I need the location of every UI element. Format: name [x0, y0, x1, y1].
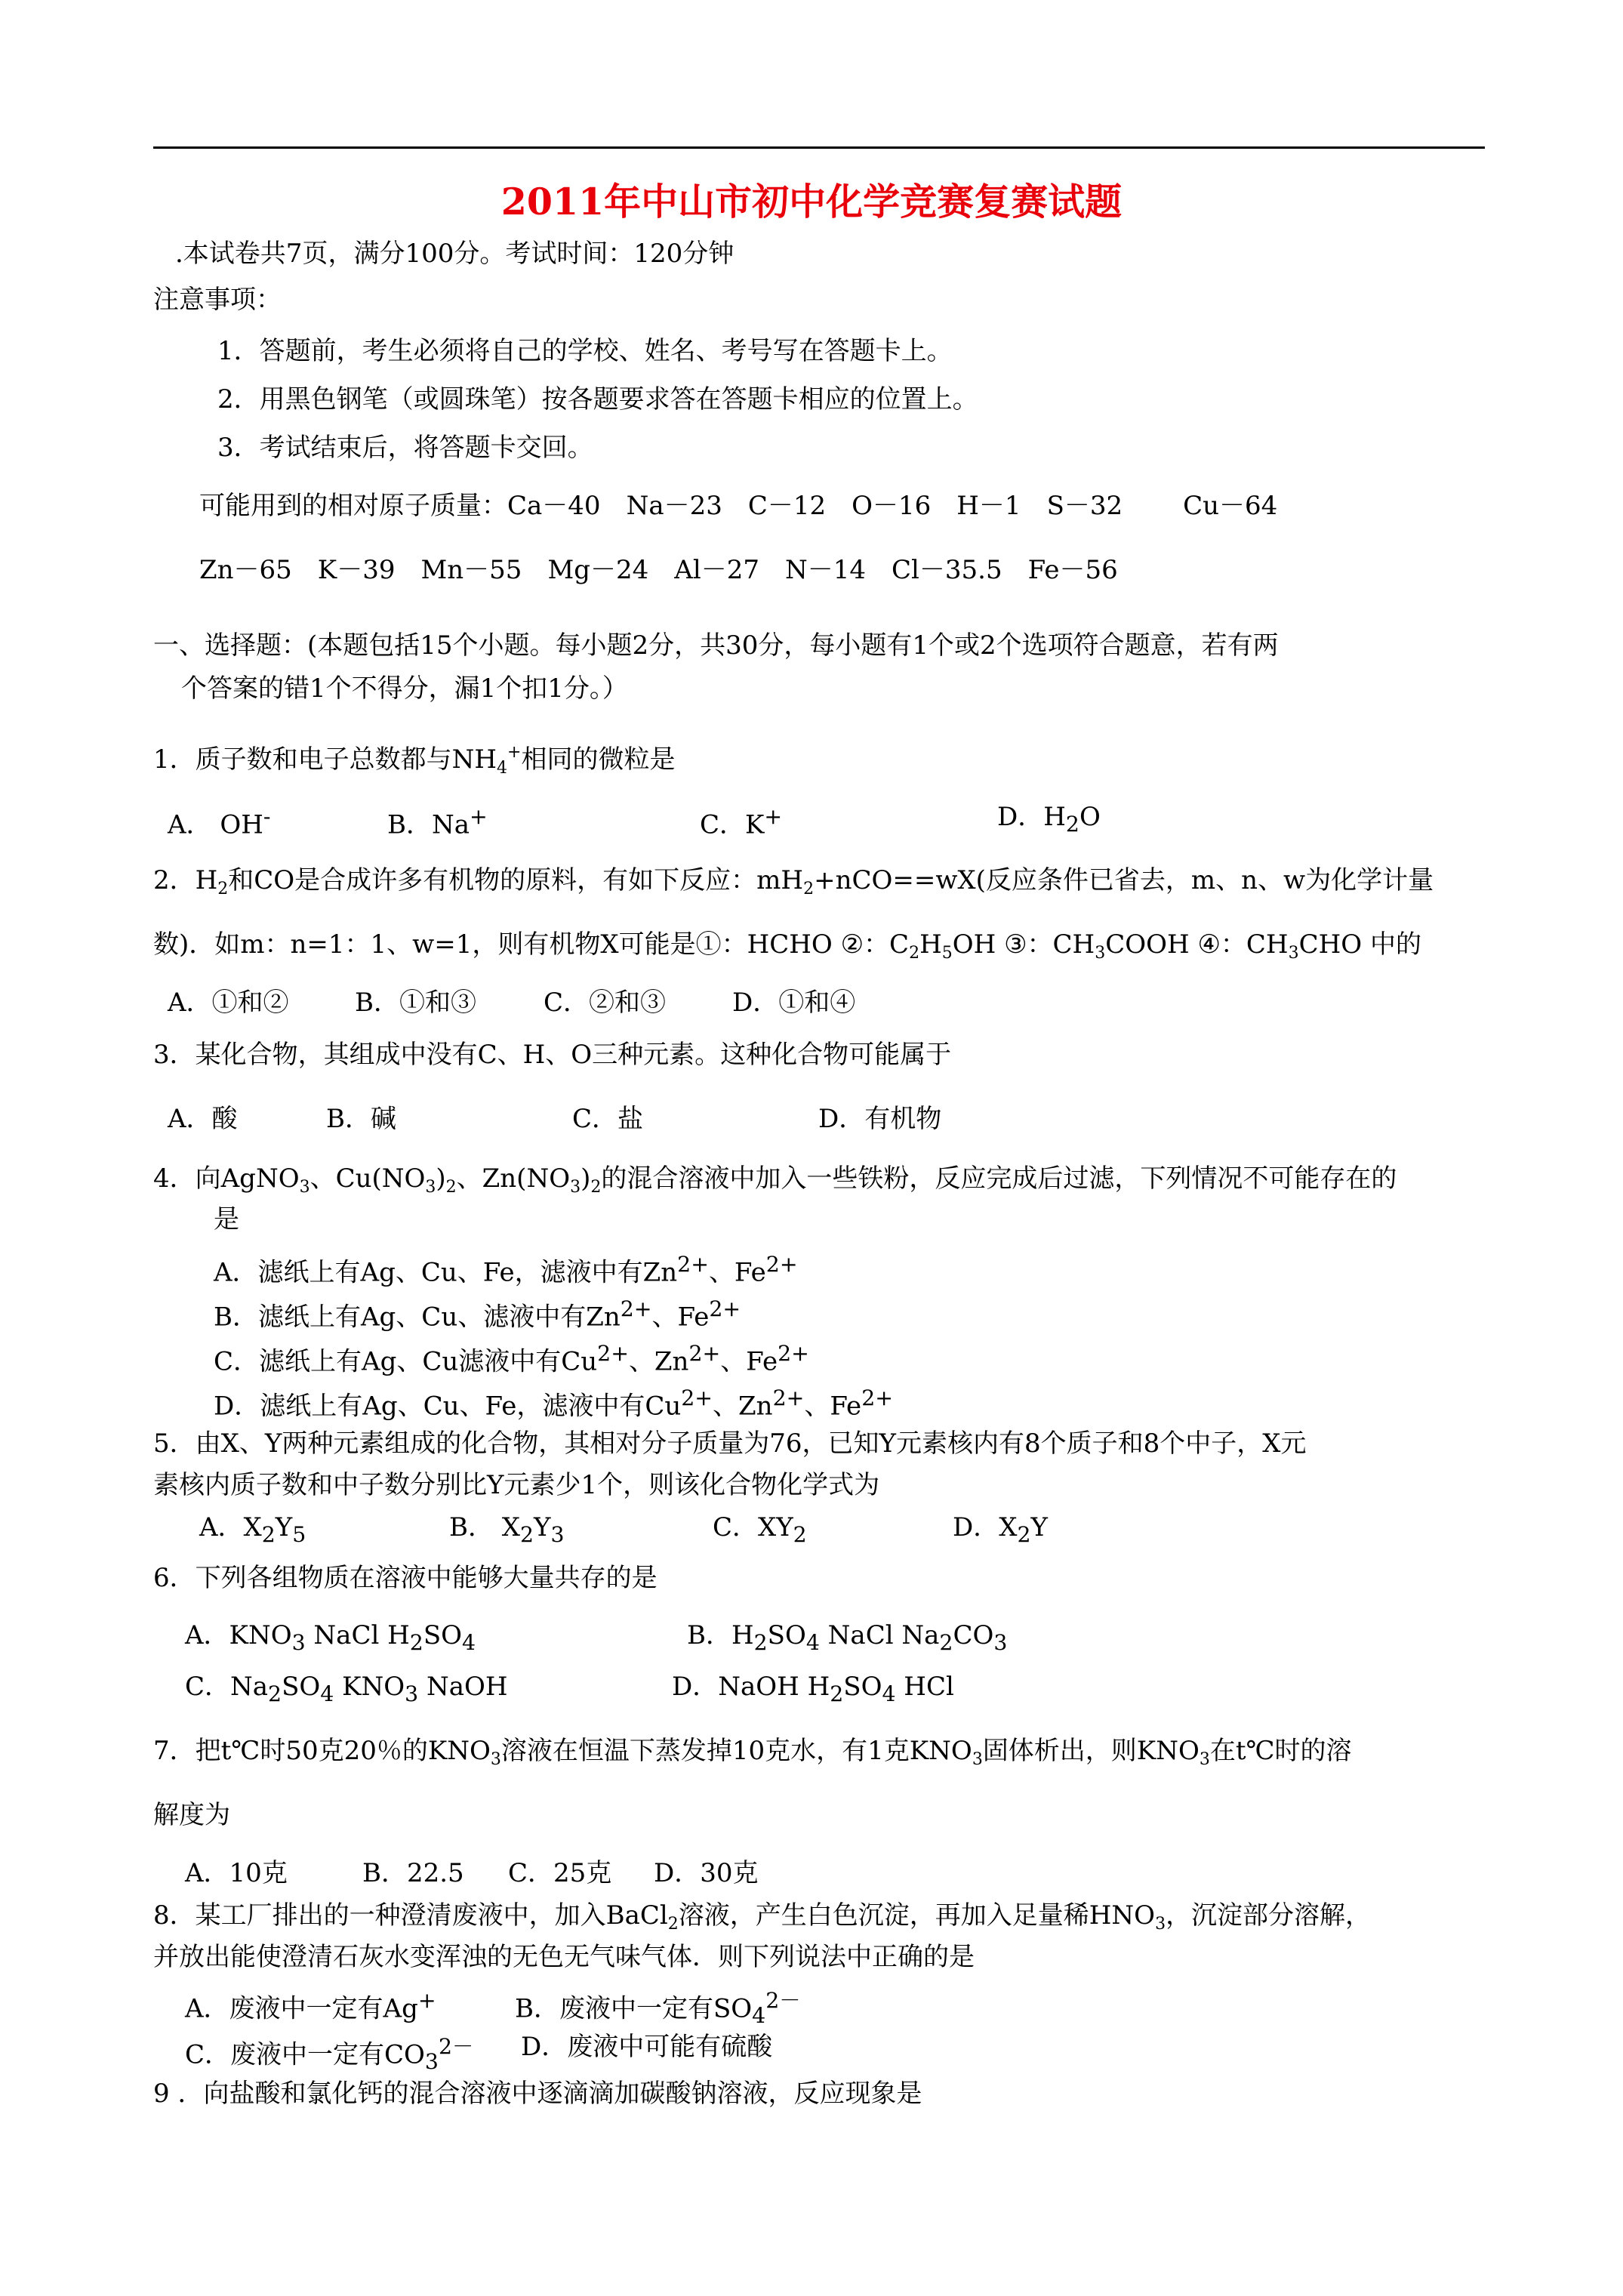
question-4-option-c: C．滤纸上有Ag、Cu滤液中有$Cu^{2+}$、$Zn^{2+}$、$Fe^{2+}$ — [214, 1341, 809, 1377]
exam-info: .本试卷共7页，满分100分。考试时间：120分钟 — [175, 239, 735, 269]
question-4-option-a: A．滤纸上有Ag、Cu、Fe，滤液中有$Zn^{2+}$、$Fe^{2+}$ — [214, 1252, 798, 1288]
question-5-option-d: D．$X_2Y$ — [953, 1512, 1048, 1547]
question-1-option-b: B．Na+ — [387, 804, 488, 840]
atomic-mass: S－32 — [1046, 491, 1123, 521]
atomic-mass: Fe－56 — [1027, 555, 1118, 585]
question-2-option-b: B．①和③ — [355, 988, 476, 1018]
question-5-stem: 素核内质子数和中子数分别比Y元素少1个，则该化合物化学式为 — [153, 1470, 880, 1500]
question-7-option-b: B．22.5 — [362, 1858, 464, 1888]
question-5-option-c: C．$XY_2$ — [713, 1512, 807, 1547]
question-3-option-c: C．盐 — [572, 1104, 644, 1134]
atomic-mass: Mg－24 — [547, 555, 649, 585]
question-2-stem: 2．$H_2$和CO是合成许多有机物的原料，有如下反应：$mH_2+nCO==wX$(反应条件已省去，m、n、w为化学计量 — [153, 865, 1434, 898]
notice-item: 1．答题前，考生必须将自己的学校、姓名、考号写在答题卡上。 — [217, 336, 953, 366]
question-5-option-b: B． $X_2Y_3$ — [449, 1512, 565, 1547]
atomic-mass: Na－23 — [626, 491, 722, 521]
question-6-option-a: A．$KNO_3$ NaCl $H_2SO_4$ — [185, 1620, 476, 1655]
question-6-stem: 6．下列各组物质在溶液中能够大量共存的是 — [153, 1563, 658, 1593]
question-3-option-a: A．酸 — [168, 1104, 238, 1134]
question-8-option-d: D．废液中可能有硫酸 — [521, 2032, 773, 2062]
question-4-stem: 是 — [214, 1204, 239, 1234]
atomic-mass: Al－27 — [674, 555, 759, 585]
atomic-mass: N－14 — [785, 555, 867, 585]
question-8-option-b: B．废液中一定有$SO_4^{2-}$ — [515, 1988, 801, 2029]
section-header: 一、选择题：(本题包括15个小题。每小题2分，共30分，每小题有1个或2个选项符合题意，若有两 — [153, 630, 1279, 661]
question-8-stem: 8．某工厂排出的一种澄清废液中，加入BaCl$_2$溶液，产生白色沉淀，再加入足量稀$HNO_3$，沉淀部分溶解， — [153, 1900, 1372, 1934]
question-1-stem: 1．质子数和电子总数都与$NH_4^+$相同的微粒是 — [153, 743, 676, 778]
question-7-option-d: D．30克 — [654, 1858, 759, 1888]
atomic-mass: K－39 — [317, 555, 396, 585]
question-7-option-c: C．25克 — [508, 1858, 612, 1888]
section-header: 个答案的错1个不得分，漏1个扣1分。） — [181, 673, 628, 704]
question-6-option-b: B．$H_2SO_4$ NaCl $Na_2CO_3$ — [687, 1620, 1008, 1655]
question-7-option-a: A．10克 — [185, 1858, 288, 1888]
question-2-option-a: A．①和② — [168, 988, 289, 1018]
atomic-mass: Ca－40 — [507, 491, 601, 521]
atomic-mass: Cu－64 — [1183, 491, 1278, 521]
notice-item: 2．用黑色钢笔（或圆珠笔）按各题要求答在答题卡相应的位置上。 — [217, 384, 978, 415]
question-9-stem: 9 ．向盐酸和氯化钙的混合溶液中逐滴滴加碳酸钠溶液，反应现象是 — [153, 2079, 922, 2109]
atomic-mass: H－1 — [956, 491, 1021, 521]
question-7-stem: 解度为 — [153, 1800, 230, 1830]
question-2-stem: 数)．如m：n=1：1、w=1，则有机物X可能是①：HCHO ②：$C_2H_5OH$ ③：$CH_3COOH$ ④：$CH_3CHO$ 中的 — [153, 929, 1421, 963]
question-8-option-a: A．废液中一定有Ag+ — [185, 1988, 436, 2024]
question-8-stem: 并放出能使澄清石灰水变浑浊的无色无气味气体．则下列说法中正确的是 — [153, 1942, 975, 1972]
exam-title: 2011年中山市初中化学竞赛复赛试题 — [500, 180, 1123, 223]
question-4-stem: 4．向AgNO$_3$、$Cu(NO_3)_2$、$Zn(NO_3)_2$的混合溶液中加入一些铁粉，反应完成后过滤，下列情况不可能存在的 — [153, 1163, 1397, 1197]
atomic-mass-row — [199, 488, 1277, 523]
atomic-mass-row — [199, 553, 1118, 587]
atomic-mass: O－16 — [852, 491, 932, 521]
atomic-mass: Zn－65 — [199, 555, 292, 585]
question-1-option-c: C．K+ — [700, 804, 783, 840]
notice-item: 3．考试结束后，将答题卡交回。 — [217, 433, 593, 463]
question-5-option-a: A．$X_2Y_5$ — [199, 1512, 306, 1547]
question-3-option-d: D．有机物 — [818, 1104, 942, 1134]
notice-heading: 注意事项： — [153, 285, 282, 315]
question-3-option-b: B．碱 — [326, 1104, 396, 1134]
question-6-option-d: D．NaOH $H_2SO_4$ HCl — [672, 1672, 954, 1706]
atomic-mass: Mn－55 — [420, 555, 522, 585]
question-2-option-d: D．①和④ — [732, 988, 856, 1018]
atomic-mass: C－12 — [747, 491, 827, 521]
question-8-option-c: C．废液中一定有$CO_3^{2-}$ — [185, 2034, 474, 2075]
question-4-option-d: D．滤纸上有Ag、Cu、Fe，滤液中有$Cu^{2+}$、$Zn^{2+}$、$Fe^{2+}$ — [214, 1385, 893, 1422]
question-1-option-d: D．$H_2O$ — [997, 802, 1101, 837]
atomic-mass: Cl－35.5 — [892, 555, 1002, 585]
atomic-mass-label: 可能用到的相对原子质量： — [199, 491, 507, 521]
header-rule — [153, 146, 1485, 149]
question-3-stem: 3．某化合物，其组成中没有C、H、O三种元素。这种化合物可能属于 — [153, 1040, 952, 1070]
question-6-option-c: C．$Na_2SO_4$ $KNO_3$ NaOH — [185, 1672, 508, 1706]
question-5-stem: 5．由X、Y两种元素组成的化合物，其相对分子质量为76，已知Y元素核内有8个质子和8个中子，X元 — [153, 1428, 1307, 1459]
question-7-stem: 7．把t℃时50克20％的$KNO_3$溶液在恒温下蒸发掉10克水，有1克$KNO_3$固体析出，则$KNO_3$在t℃时的溶 — [153, 1736, 1352, 1769]
question-1-option-a: A． OH- — [168, 804, 271, 840]
question-4-option-b: B．滤纸上有Ag、Cu、滤液中有$Zn^{2+}$、$Fe^{2+}$ — [214, 1296, 741, 1333]
question-2-option-c: C．②和③ — [544, 988, 667, 1018]
